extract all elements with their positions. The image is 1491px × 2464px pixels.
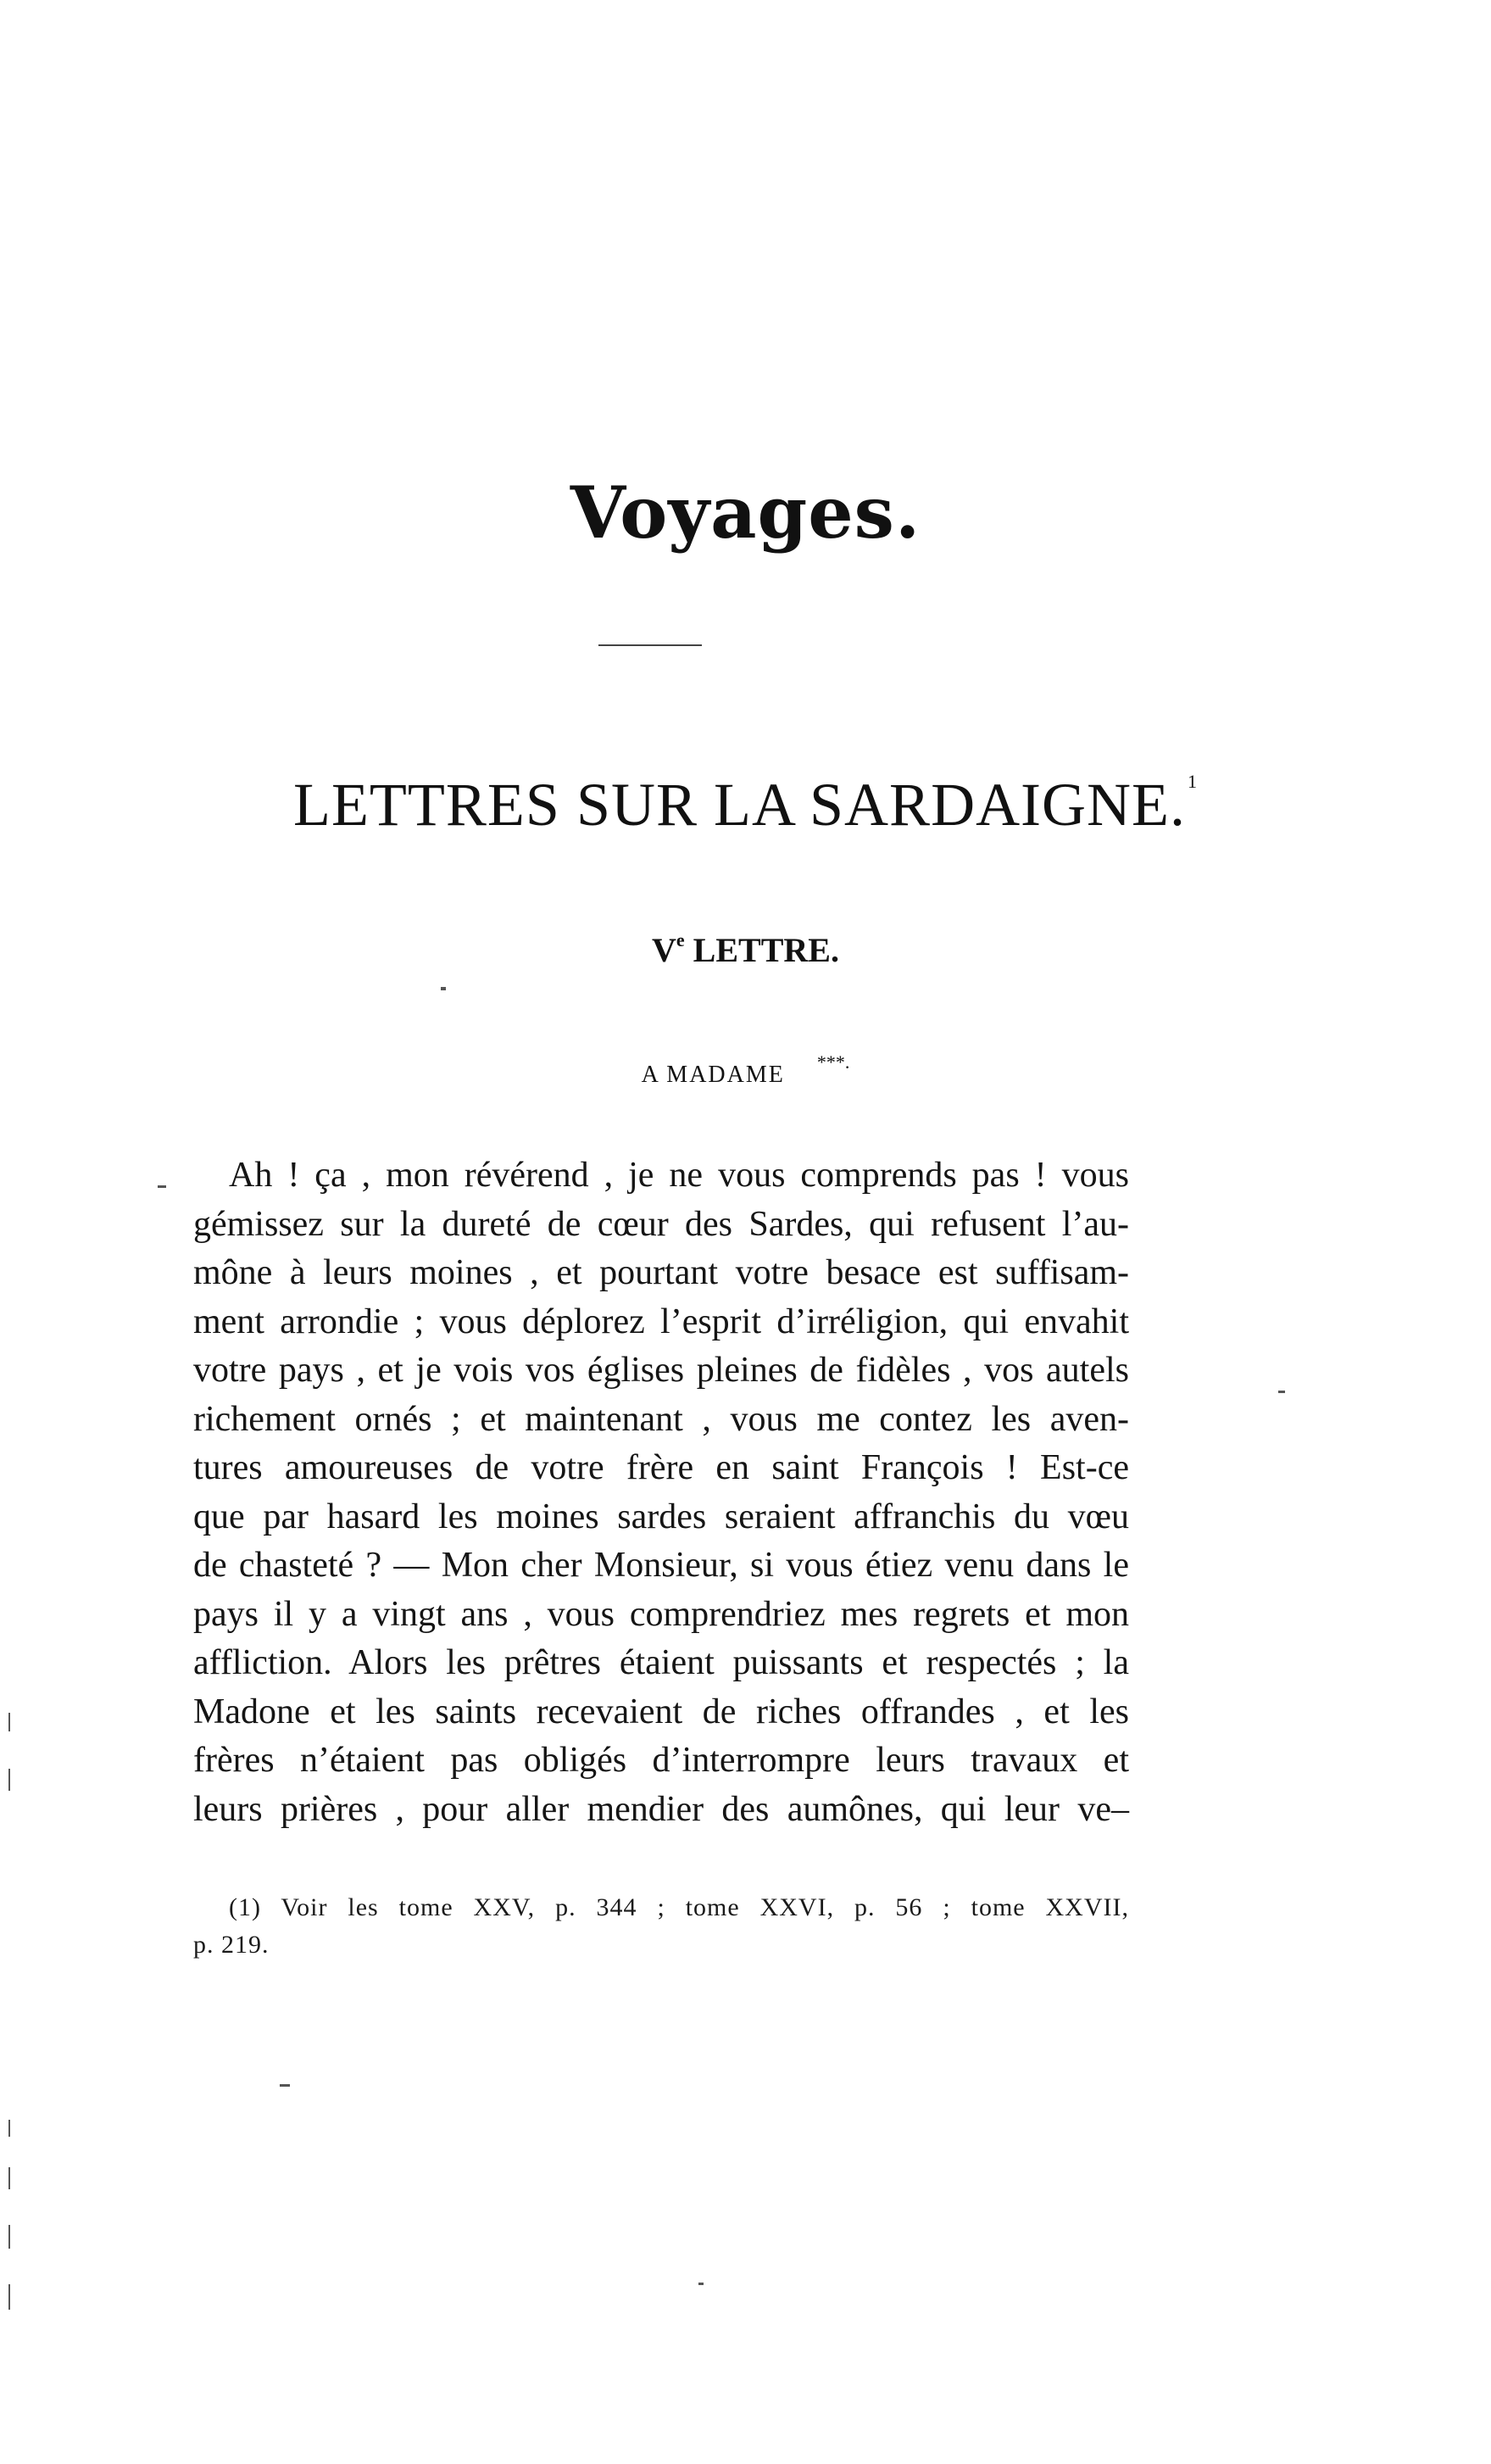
letter-numeral: V bbox=[652, 931, 676, 969]
article-title-text: LETTRES SUR LA SARDAIGNE. bbox=[292, 771, 1187, 839]
body-line: richement ornés ; et maintenant , vous me contez les aven- bbox=[193, 1399, 1129, 1439]
body-line: pays il y a vingt ans , vous comprendriez mes regrets et mon bbox=[193, 1594, 1129, 1634]
body-line: que par hasard les moines sardes seraient affranchis du vœu bbox=[193, 1497, 1129, 1536]
addressee-stars: ***. bbox=[816, 1051, 850, 1073]
title-rule bbox=[598, 644, 702, 646]
body-line: gémissez sur la dureté de cœur des Sardes, qui refusent l’au- bbox=[193, 1204, 1129, 1244]
scan-speck bbox=[8, 2120, 10, 2137]
body-line: ment arrondie ; vous déplorez l’esprit d’irréligion, qui envahit bbox=[193, 1302, 1129, 1341]
body-line: leurs prières , pour aller mendier des aumônes, qui leur ve– bbox=[193, 1789, 1129, 1829]
body-line: Ah ! ça , mon révérend , je ne vous comprends pas ! vous bbox=[229, 1156, 1129, 1195]
scan-speck bbox=[698, 2283, 704, 2285]
body-line: Madone et les saints recevaient de riches offrandes , et les bbox=[193, 1692, 1129, 1731]
addressee-text: A MADAME bbox=[641, 1062, 785, 1088]
letter-word: LETTRE. bbox=[693, 931, 839, 969]
footnote bbox=[193, 1889, 1129, 1964]
scan-speck bbox=[1278, 1391, 1285, 1393]
scan-speck bbox=[8, 1713, 10, 1731]
footnote-line: p. 219. bbox=[193, 1931, 270, 1959]
scan-speck bbox=[8, 2225, 10, 2249]
scan-speck bbox=[158, 1185, 166, 1188]
title-footnote-marker: 1 bbox=[1188, 771, 1199, 792]
scan-speck bbox=[280, 2084, 290, 2087]
body-line: affliction. Alors les prêtres étaient puissants et respectés ; la bbox=[193, 1643, 1129, 1682]
scan-speck bbox=[441, 987, 446, 990]
article-title bbox=[0, 770, 1491, 840]
letter-heading bbox=[0, 929, 1491, 970]
body-line: de chasteté ? — Mon cher Monsieur, si vous étiez venu dans le bbox=[193, 1546, 1129, 1585]
body-line: tures amoureuses de votre frère en saint François ! Est-ce bbox=[193, 1448, 1129, 1487]
addressee bbox=[0, 1051, 1491, 1089]
body-line: votre pays , et je vois vos églises pleines de fidèles , vos autels bbox=[193, 1351, 1129, 1390]
scan-speck bbox=[8, 2167, 10, 2189]
scan-speck bbox=[8, 2284, 10, 2310]
letter-body bbox=[193, 1151, 1129, 1834]
body-line: mône à leurs moines , et pourtant votre besace est suffisam- bbox=[193, 1253, 1129, 1292]
letter-numeral-suffix: e bbox=[676, 929, 685, 950]
body-line: frères n’étaient pas obligés d’interrompre leurs travaux et bbox=[193, 1741, 1129, 1780]
scan-speck bbox=[8, 1769, 10, 1791]
footnote-line: (1) Voir les tome XXV, p. 344 ; tome XXVI, p. 56 ; tome XXVII, bbox=[229, 1893, 1129, 1921]
section-title: Voyages. bbox=[570, 471, 921, 555]
